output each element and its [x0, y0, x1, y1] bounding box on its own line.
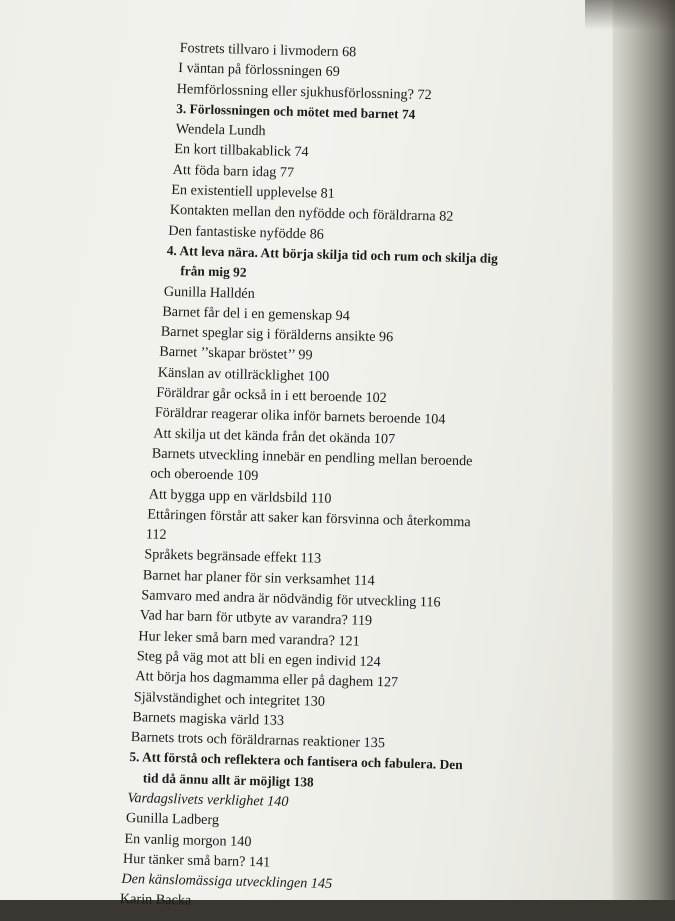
- toc-entry: 112: [145, 526, 167, 543]
- toc-entry: Barnets trots och föräldrarnas reaktioner 135: [130, 729, 386, 752]
- chapter-heading: 4. Att leva nära. Att börja skilja tid och rum och skilja dig: [166, 242, 498, 266]
- toc-entry: Självständighet och integritet 130: [133, 688, 326, 710]
- toc-entry: Ettåringen förstår att saker kan försvinna och återkomma: [147, 506, 471, 531]
- toc-entry: Fostrets tillvaro i livmodern 68: [179, 40, 357, 61]
- toc-entry: Att föda barn idag 77: [172, 161, 295, 181]
- italic-entry: Vardagslivets verklighet 140: [127, 789, 289, 810]
- toc-entry: Barnets magiska värld 133: [132, 708, 285, 729]
- toc-entry: Att börja hos dagmamma eller på daghem 127: [135, 668, 399, 691]
- toc-entry: Hemförlossning eller sjukhusförlossning? 72: [176, 80, 432, 103]
- toc-entry: och oberoende 109: [150, 465, 259, 485]
- table-of-contents: [119, 38, 618, 921]
- toc-entry: En kort tillbakablick 74: [174, 141, 309, 161]
- toc-entry: Gunilla Ladberg: [125, 810, 220, 829]
- toc-entry: Kontakten mellan den nyfödde och föräldrarna 82: [169, 202, 454, 226]
- toc-entry: Barnet har planer för sin verksamhet 114: [142, 567, 375, 589]
- toc-entry: Hur leker små barn med varandra? 121: [138, 627, 360, 650]
- toc-entry: Hur tänker små barn? 141: [122, 850, 271, 871]
- toc-entry: Barnet speglar sig i förälderns ansikte 96: [160, 323, 394, 346]
- book-spine: [613, 0, 675, 900]
- toc-entry: Barnet får del i en gemenskap 94: [162, 303, 350, 325]
- toc-entry: Samvaro med andra är nödvändig för utveckling 116: [141, 587, 441, 611]
- toc-entry: Känslan av otillräcklighet 100: [157, 364, 330, 385]
- toc-entry: Gunilla Halldén: [163, 283, 255, 302]
- toc-entry: Wendela Lundh: [175, 121, 266, 140]
- toc-entry: Att skilja ut det kända från det okända 107: [153, 425, 396, 448]
- page-corner-shadow: [585, 0, 675, 30]
- toc-entry: I väntan på förlossningen 69: [178, 60, 340, 81]
- toc-entry: Språkets begränsade effekt 113: [144, 546, 322, 568]
- toc-entry: En existentiell upplevelse 81: [171, 181, 335, 202]
- toc-entry: Föräldrar går också in i ett beroende 102: [156, 384, 387, 407]
- chapter-heading: 5. Att förstå och reflektera och fantisera och fabulera. Den: [129, 749, 463, 773]
- chapter-heading: tid då ännu allt är möjligt 138: [142, 770, 314, 790]
- toc-entry: Den fantastiske nyfödde 86: [168, 222, 325, 243]
- chapter-heading: från mig 92: [180, 263, 247, 281]
- toc-entry: Föräldrar reagerar olika inför barnets beroende 104: [154, 404, 446, 428]
- toc-entry: Karin Backa: [119, 891, 192, 910]
- toc-entry: Vad har barn för utbyte av varandra? 119: [139, 607, 373, 630]
- toc-entry: Barnet ’’skapar bröstet’’ 99: [159, 344, 313, 364]
- toc-entry: Barnets utveckling innebär en pendling mellan beroende: [151, 445, 473, 470]
- chapter-heading: 3. Förlossningen och mötet med barnet 74: [176, 100, 416, 122]
- toc-entry: En vanlig morgon 140: [124, 830, 252, 850]
- toc-entry: Steg på väg mot att bli en egen individ 124: [136, 648, 381, 671]
- toc-entry: Att bygga upp en världsbild 110: [148, 485, 332, 507]
- italic-entry: Den känslomässiga utvecklingen 145: [121, 871, 333, 893]
